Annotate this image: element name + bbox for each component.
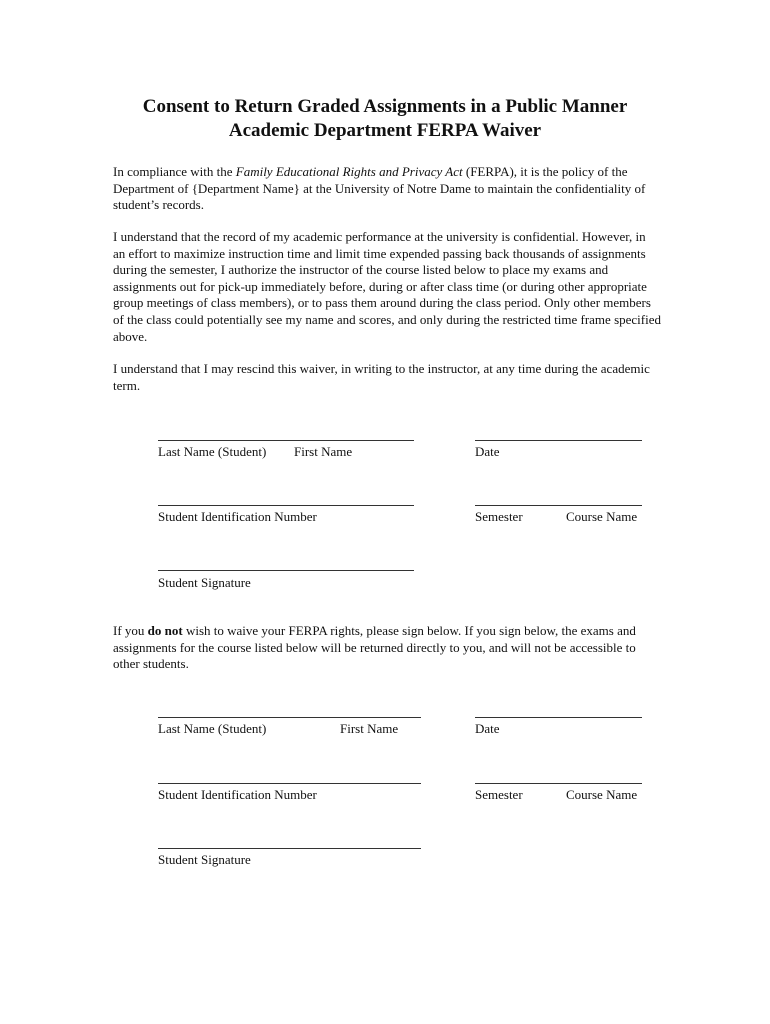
opt-out-text-start: If you [113, 623, 148, 638]
student-id-field-2[interactable] [158, 783, 421, 784]
policy-text-end: (FERPA), it is the policy of the Department of {Department Name} at the University of Notre Dame to maintain the confidentiality of student’s records. [113, 164, 646, 213]
opt-out-paragraph [113, 623, 661, 673]
semester-course-field-1[interactable] [475, 505, 642, 506]
title-line-1: Consent to Return Graded Assignments in a Public Manner [142, 96, 628, 117]
first-name-label-1: First Name [294, 444, 353, 459]
student-id-label-2: Student Identification Number [158, 787, 317, 802]
last-name-label-2: Last Name (Student) [158, 721, 267, 736]
first-name-label-2: First Name [340, 721, 399, 736]
signature-field-1[interactable] [158, 570, 414, 571]
opt-out-text-end: wish to waive your FERPA rights, please sign below. If you sign below, the exams and assignments for the course listed below will be returned directly to you, and will not be accessible to other students. [113, 623, 636, 672]
last-name-label-1: Last Name (Student) [158, 444, 267, 459]
policy-text-start: In compliance with the [113, 164, 236, 179]
semester-course-field-2[interactable] [475, 783, 642, 784]
last-first-name-field-1[interactable] [158, 440, 414, 441]
date-label-1: Date [475, 444, 500, 459]
document-title [0, 95, 770, 143]
last-first-name-field-2[interactable] [158, 717, 421, 718]
course-name-label-1: Course Name [566, 509, 638, 524]
date-label-2: Date [475, 721, 500, 736]
signature-field-2[interactable] [158, 848, 421, 849]
date-field-2[interactable] [475, 717, 642, 718]
title-line-2: Academic Department FERPA Waiver [228, 120, 542, 141]
student-id-label-1: Student Identification Number [158, 509, 317, 524]
policy-paragraph [113, 164, 661, 214]
rescind-text: I understand that I may rescind this waiver, in writing to the instructor, at any time during the academic term. [113, 361, 650, 393]
authorization-text: I understand that the record of my academic performance at the university is confidential. However, in an effort to maximize instruction time and limit time expended passing back thousands of assignments during the semester, I authorize the instructor of the course listed below to place my exams and assignments out for pick-up immediately before, during or after class time (or during other appropriate group meetings of class members), or to pass them around during the class period. Only other members of the class could potentially see my name and scores, and only during the restricted time frame specified above. [113, 229, 661, 344]
student-id-field-1[interactable] [158, 505, 414, 506]
semester-label-1: Semester [475, 509, 523, 524]
signature-label-1: Student Signature [158, 575, 251, 590]
course-name-label-2: Course Name [566, 787, 638, 802]
semester-label-2: Semester [475, 787, 523, 802]
act-name: Family Educational Rights and Privacy Act [235, 164, 463, 179]
opt-out-emphasis: do not [147, 623, 183, 638]
authorization-paragraph [113, 229, 661, 345]
rescind-paragraph [113, 361, 661, 394]
date-field-1[interactable] [475, 440, 642, 441]
signature-label-2: Student Signature [158, 852, 251, 867]
